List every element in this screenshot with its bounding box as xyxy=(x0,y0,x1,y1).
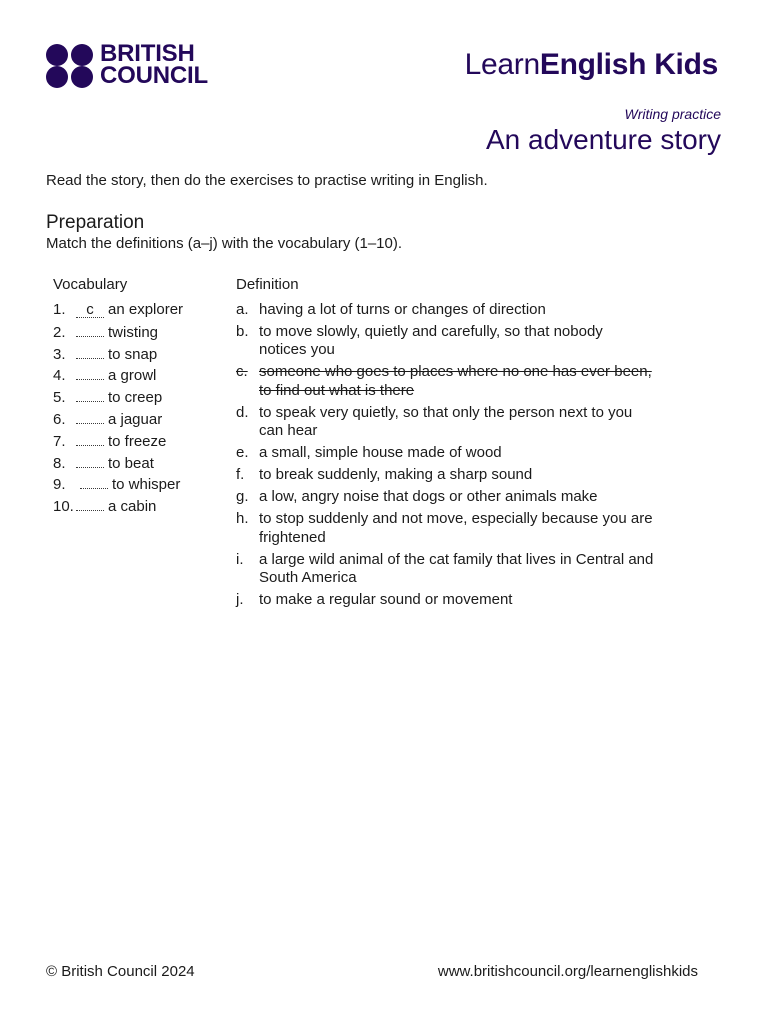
definition-item xyxy=(236,363,653,400)
vocabulary-list xyxy=(53,299,183,517)
vocab-item xyxy=(53,364,183,386)
vocab-number: 3. xyxy=(53,345,66,363)
logo-circle xyxy=(46,44,68,66)
answer-blank[interactable] xyxy=(76,321,104,337)
logo-circle xyxy=(71,66,93,88)
vocab-number: 6. xyxy=(53,410,66,428)
vocab-word: a cabin xyxy=(108,498,157,516)
vocab-item xyxy=(53,321,183,343)
vocabulary-header: Vocabulary xyxy=(53,276,128,293)
vocab-number: 10. xyxy=(53,498,74,516)
answer-blank[interactable] xyxy=(76,408,104,424)
definition-letter: i. xyxy=(236,550,244,568)
definition-line: a low, angry noise that dogs or other animals make xyxy=(259,488,598,506)
vocab-number: 1. xyxy=(53,301,66,318)
definition-line: South America xyxy=(259,569,357,587)
british-council-logo xyxy=(46,40,216,89)
section-instruction: Match the definitions (a–j) with the vocabulary (1–10). xyxy=(46,235,403,252)
definition-line: to stop suddenly and not move, especially because you are xyxy=(259,510,653,528)
definition-item xyxy=(236,301,653,320)
definition-text xyxy=(259,510,653,547)
definition-item xyxy=(236,591,653,610)
logo-line-1: BRITISH xyxy=(100,40,195,67)
brand-english: English xyxy=(539,48,647,81)
definition-letter: b. xyxy=(236,322,249,340)
definition-text xyxy=(259,404,632,441)
definition-line: to break suddenly, making a sharp sound xyxy=(259,466,533,484)
vocab-item xyxy=(53,299,183,321)
vocab-item xyxy=(53,386,183,408)
vocab-item xyxy=(53,430,183,452)
vocab-word: a growl xyxy=(108,367,157,385)
definition-letter: g. xyxy=(236,488,249,506)
definition-line: a small, simple house made of wood xyxy=(259,444,502,462)
learnenglish-kids-brand xyxy=(465,47,718,83)
definition-line: to find out what is there xyxy=(259,381,415,399)
definition-letter: e. xyxy=(236,444,249,462)
vocab-item xyxy=(53,408,183,430)
vocab-word: to snap xyxy=(108,345,158,363)
logo-line-2: COUNCIL xyxy=(100,62,208,89)
vocab-number: 7. xyxy=(53,432,66,450)
vocab-word: a jaguar xyxy=(108,410,163,428)
definition-text xyxy=(259,301,546,320)
definition-letter: f. xyxy=(236,466,245,484)
definition-list xyxy=(236,301,653,614)
definition-item xyxy=(236,404,653,441)
definition-text xyxy=(259,591,512,610)
worksheet-title: An adventure story xyxy=(485,124,721,155)
definition-text xyxy=(259,323,603,360)
definition-item xyxy=(236,323,653,360)
vocab-number: 9. xyxy=(53,476,66,494)
worksheet-subtitle: Writing practice xyxy=(624,106,721,122)
vocab-word: to beat xyxy=(108,454,154,472)
definition-line: to move slowly, quietly and carefully, so that nobody xyxy=(259,322,603,340)
logo-circle xyxy=(71,44,93,66)
definition-letter: c. xyxy=(236,363,248,381)
vocab-item xyxy=(53,343,183,365)
definition-letter: d. xyxy=(236,403,249,421)
intro-text: Read the story, then do the exercises to practise writing in English. xyxy=(46,172,488,189)
answer-blank[interactable] xyxy=(76,386,104,402)
definition-line: having a lot of turns or changes of direction xyxy=(259,300,546,318)
definition-item xyxy=(236,466,653,485)
answer-blank[interactable] xyxy=(76,343,104,359)
definition-item xyxy=(236,444,653,463)
vocab-word: to whisper xyxy=(112,476,181,494)
vocab-item xyxy=(53,473,183,495)
definition-line: to make a regular sound or movement xyxy=(259,591,513,609)
answer-blank[interactable]: c xyxy=(76,302,104,318)
definition-letter: h. xyxy=(236,510,249,528)
footer-copyright: © British Council 2024 xyxy=(46,963,195,980)
vocab-number: 5. xyxy=(53,389,66,407)
vocab-item xyxy=(53,495,183,517)
answer-blank[interactable] xyxy=(76,364,104,380)
footer-url-link[interactable]: www.britishcouncil.org/learnenglishkids xyxy=(437,963,698,980)
definition-text xyxy=(259,363,652,400)
brand-learn: Learn xyxy=(464,48,540,81)
vocab-number: 8. xyxy=(53,454,66,472)
definition-text xyxy=(259,466,532,485)
definition-text xyxy=(259,444,502,463)
answer-blank[interactable] xyxy=(80,473,108,489)
vocab-number: 4. xyxy=(53,367,66,385)
definition-line: frightened xyxy=(259,528,326,546)
definition-item xyxy=(236,488,653,507)
vocab-number: 2. xyxy=(53,323,66,341)
vocab-word: to freeze xyxy=(108,432,167,450)
logo-circle xyxy=(46,66,68,88)
logo-wordmark xyxy=(100,40,208,89)
vocab-word: an explorer xyxy=(108,301,184,318)
definition-line: to speak very quietly, so that only the person next to you xyxy=(259,403,633,421)
definition-text xyxy=(259,551,653,588)
definition-line: a large wild animal of the cat family that lives in Central and xyxy=(259,550,654,568)
definition-letter: a. xyxy=(236,300,249,318)
section-heading: Preparation xyxy=(46,212,145,233)
definition-line: can hear xyxy=(259,422,318,440)
definition-letter: j. xyxy=(236,591,244,609)
vocab-word: to creep xyxy=(108,389,163,407)
definition-header: Definition xyxy=(236,276,299,293)
brand-kids: Kids xyxy=(654,48,718,81)
definition-line: someone who goes to places where no one has ever been, xyxy=(259,363,652,381)
answer-blank[interactable] xyxy=(76,452,104,468)
definition-item xyxy=(236,510,653,547)
definition-line: notices you xyxy=(259,341,335,359)
definition-text xyxy=(259,488,598,507)
answer-blank[interactable] xyxy=(76,430,104,446)
definition-item xyxy=(236,551,653,588)
answer-blank[interactable] xyxy=(76,495,104,511)
vocab-item xyxy=(53,452,183,474)
vocab-word: twisting xyxy=(108,323,159,341)
